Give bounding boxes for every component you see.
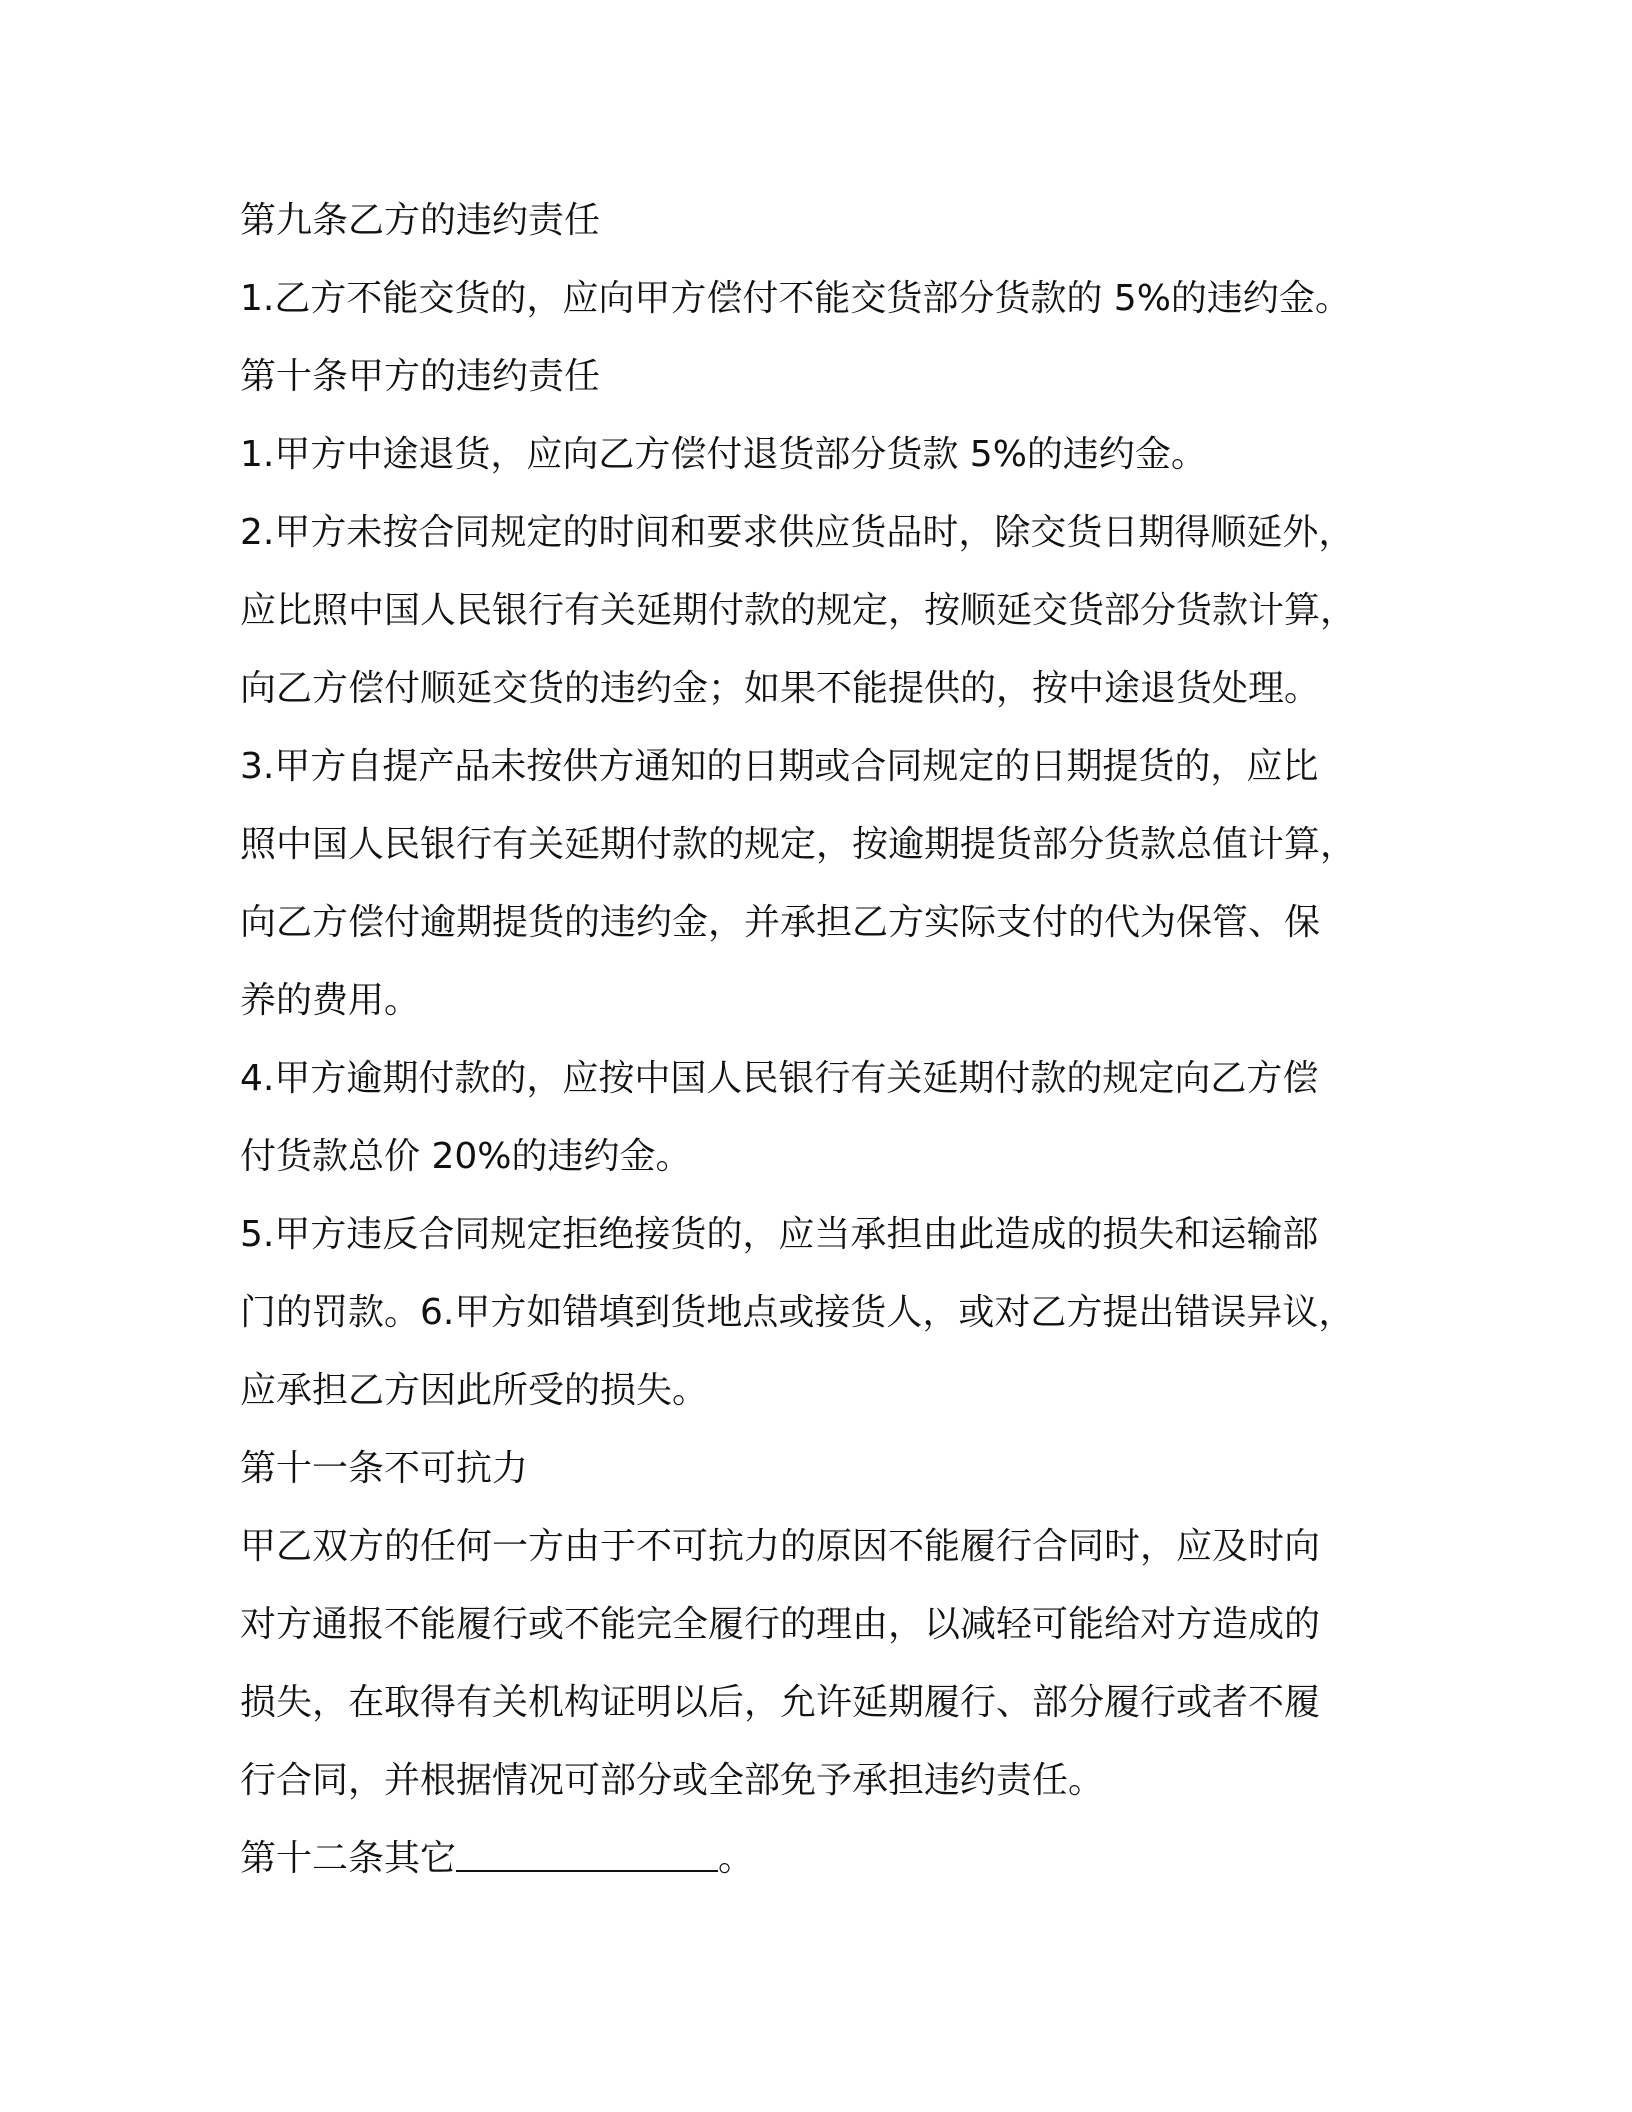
article-10-clause-6-line-2: 应承担乙方因此所受的损失。 — [240, 1370, 709, 1411]
article-11-body-line-3: 损失，在取得有关机构证明以后，允许延期履行、部分履行或者不履 — [240, 1682, 1321, 1723]
article-11-body-line-4: 行合同，并根据情况可部分或全部免予承担违约责任。 — [240, 1760, 1105, 1801]
article-10-clause-5-line-2: 门的罚款。6.甲方如错填到货地点或接货人，或对乙方提出错误异议， — [240, 1292, 1355, 1333]
article-9-heading: 第九条乙方的违约责任 — [240, 200, 601, 241]
article-10-clause-3-line-2: 照中国人民银行有关延期付款的规定，按逾期提货部分货款总值计算， — [240, 824, 1357, 865]
article-10-heading: 第十条甲方的违约责任 — [240, 356, 601, 397]
document-page — [240, 182, 1400, 1898]
article-10-clause-3-line-4: 养的费用。 — [240, 980, 421, 1021]
article-10-clause-5-line-1: 5.甲方违反合同规定拒绝接货的，应当承担由此造成的损失和运输部 — [240, 1214, 1319, 1255]
article-12-heading — [240, 1820, 1400, 1898]
article-11-heading: 第十一条不可抗力 — [240, 1448, 529, 1489]
article-10-clause-2-line-2: 应比照中国人民银行有关延期付款的规定，按顺延交货部分货款计算， — [240, 590, 1357, 631]
article-10-clause-3-line-1: 3.甲方自提产品未按供方通知的日期或合同规定的日期提货的，应比 — [240, 746, 1319, 787]
article-11-body-line-2: 对方通报不能履行或不能完全履行的理由，以减轻可能给对方造成的 — [240, 1604, 1321, 1645]
article-11-body-line-1: 甲乙双方的任何一方由于不可抗力的原因不能履行合同时，应及时向 — [240, 1526, 1321, 1567]
article-9-clause-1: 1.乙方不能交货的，应向甲方偿付不能交货部分货款的 5%的违约金。 — [240, 278, 1351, 319]
article-10-clause-3-line-3: 向乙方偿付逾期提货的违约金，并承担乙方实际支付的代为保管、保 — [240, 902, 1321, 943]
article-12-period: 。 — [718, 1838, 755, 1879]
article-10-clause-4-line-1: 4.甲方逾期付款的，应按中国人民银行有关延期付款的规定向乙方偿 — [240, 1058, 1319, 1099]
article-10-clause-4-line-2: 付货款总价 20%的违约金。 — [240, 1136, 692, 1177]
article-10-clause-2-line-1: 2.甲方未按合同规定的时间和要求供应货品时，除交货日期得顺延外， — [240, 512, 1355, 553]
article-12-label: 第十二条其它 — [240, 1838, 457, 1879]
article-10-clause-1: 1.甲方中途退货，应向乙方偿付退货部分货款 5%的违约金。 — [240, 434, 1207, 475]
fill-in-blank — [456, 1820, 718, 1872]
article-10-clause-2-line-3: 向乙方偿付顺延交货的违约金；如果不能提供的，按中途退货处理。 — [240, 668, 1321, 709]
